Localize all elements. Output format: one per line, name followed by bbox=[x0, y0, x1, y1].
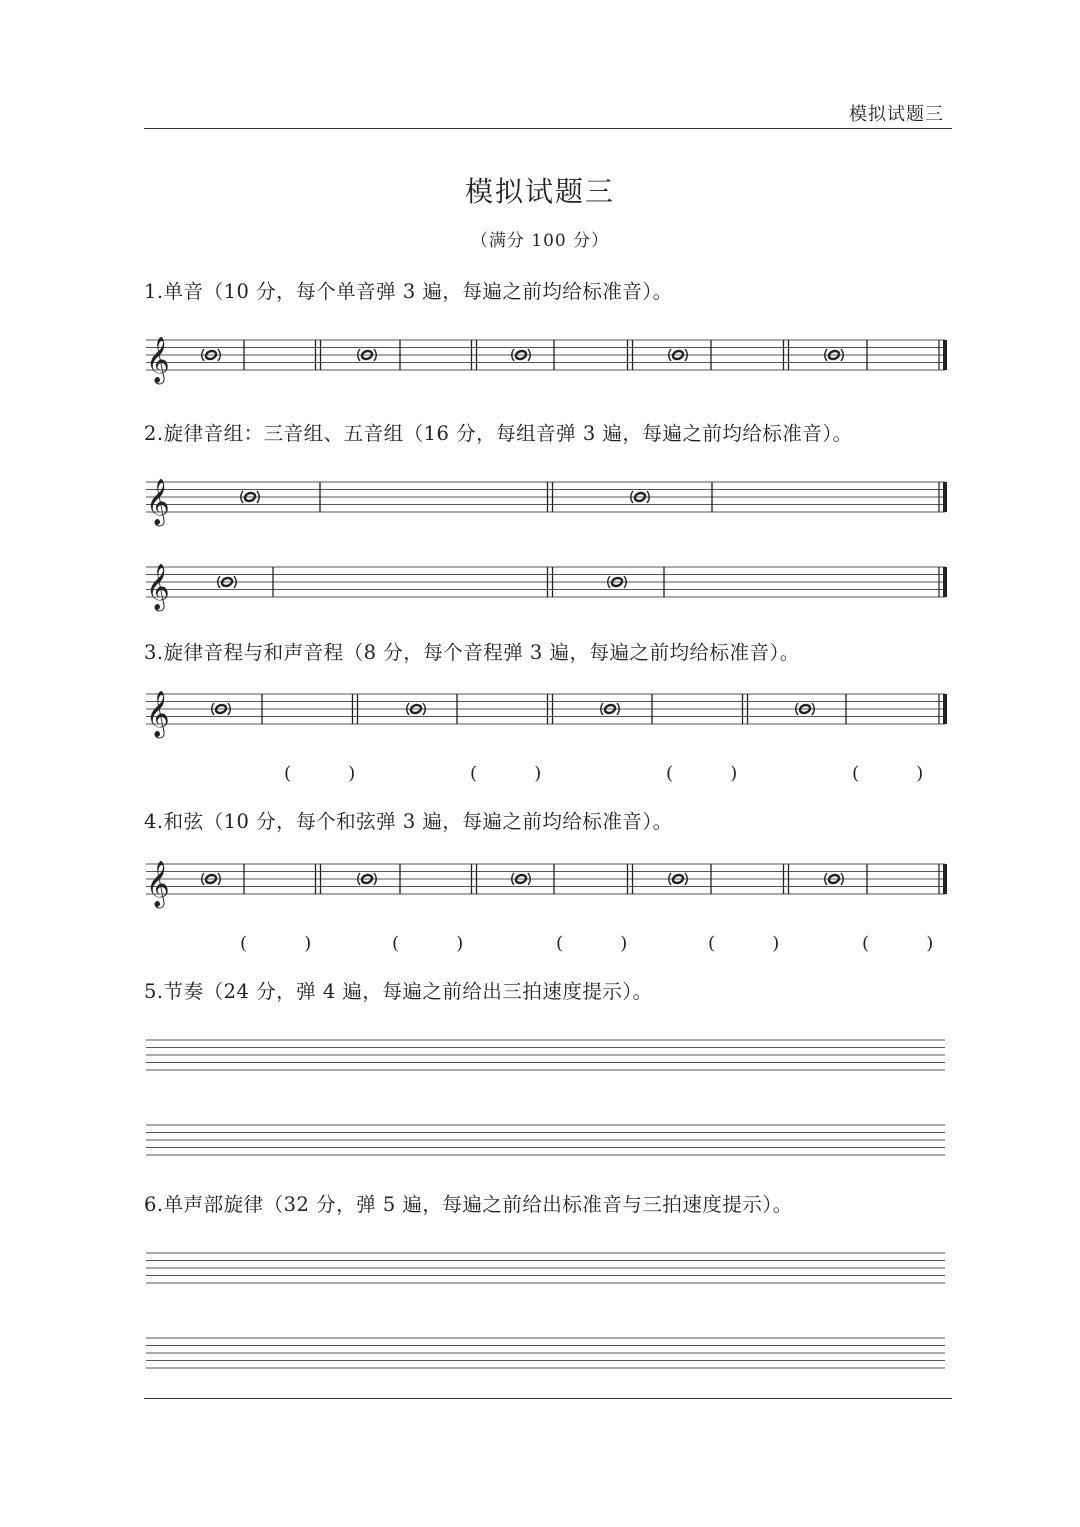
answer-blank[interactable]: ( ) bbox=[470, 763, 542, 784]
answer-blank[interactable]: ( ) bbox=[284, 763, 356, 784]
final-barline bbox=[943, 482, 947, 512]
treble-clef-icon: 𝄞 bbox=[146, 564, 170, 610]
section-4-heading: 4.和弦（10 分，每个和弦弹 3 遍，每遍之前均给标准音）。 bbox=[144, 810, 673, 833]
treble-clef-icon: 𝄞 bbox=[146, 691, 170, 737]
final-barline bbox=[943, 864, 947, 894]
staff-section-2-row-1 bbox=[0, 462, 1080, 552]
section-5-heading: 5.节奏（24 分，弹 4 遍，每遍之前给出三拍速度提示）。 bbox=[144, 980, 653, 1003]
answer-blank[interactable]: ( ) bbox=[862, 933, 934, 954]
treble-clef-icon: 𝄞 bbox=[146, 337, 170, 383]
answer-blank[interactable]: ( ) bbox=[666, 763, 738, 784]
final-barline bbox=[943, 567, 947, 597]
page-title: 模拟试题三 bbox=[464, 175, 615, 208]
staff-section-3 bbox=[0, 674, 1080, 764]
section-6-heading: 6.单声部旋律（32 分，弹 5 遍，每遍之前给出标准音与三拍速度提示）。 bbox=[144, 1193, 793, 1216]
blank-staff-section-6-row-1 bbox=[0, 1233, 1080, 1293]
treble-clef-icon: 𝄞 bbox=[146, 479, 170, 525]
section-1-heading: 1.单音（10 分，每个单音弹 3 遍，每遍之前均给标准音）。 bbox=[144, 280, 673, 303]
blank-staff-section-5-row-1 bbox=[0, 1020, 1080, 1080]
staff-section-1 bbox=[0, 320, 1080, 410]
blank-staff-section-6-row-2 bbox=[0, 1318, 1080, 1378]
staff-section-2-row-2 bbox=[0, 547, 1080, 637]
final-barline bbox=[943, 694, 947, 724]
section-2-heading: 2.旋律音组：三音组、五音组（16 分，每组音弹 3 遍，每遍之前均给标准音）。 bbox=[144, 422, 853, 445]
section-3-heading: 3.旋律音程与和声音程（8 分，每个音程弹 3 遍，每遍之前均给标准音）。 bbox=[144, 641, 800, 664]
page-subtitle: （满分 100 分） bbox=[470, 231, 610, 251]
header-rule bbox=[144, 128, 952, 129]
final-barline bbox=[943, 340, 947, 370]
answer-blank[interactable]: ( ) bbox=[852, 763, 924, 784]
running-head: 模拟试题三 bbox=[849, 104, 944, 125]
footer-rule bbox=[144, 1398, 952, 1399]
answer-blank[interactable]: ( ) bbox=[556, 933, 628, 954]
staff-section-4 bbox=[0, 844, 1080, 934]
treble-clef-icon: 𝄞 bbox=[146, 861, 170, 907]
answer-blank[interactable]: ( ) bbox=[708, 933, 780, 954]
blank-staff-section-5-row-2 bbox=[0, 1105, 1080, 1165]
answer-blank[interactable]: ( ) bbox=[240, 933, 312, 954]
answer-blank[interactable]: ( ) bbox=[392, 933, 464, 954]
